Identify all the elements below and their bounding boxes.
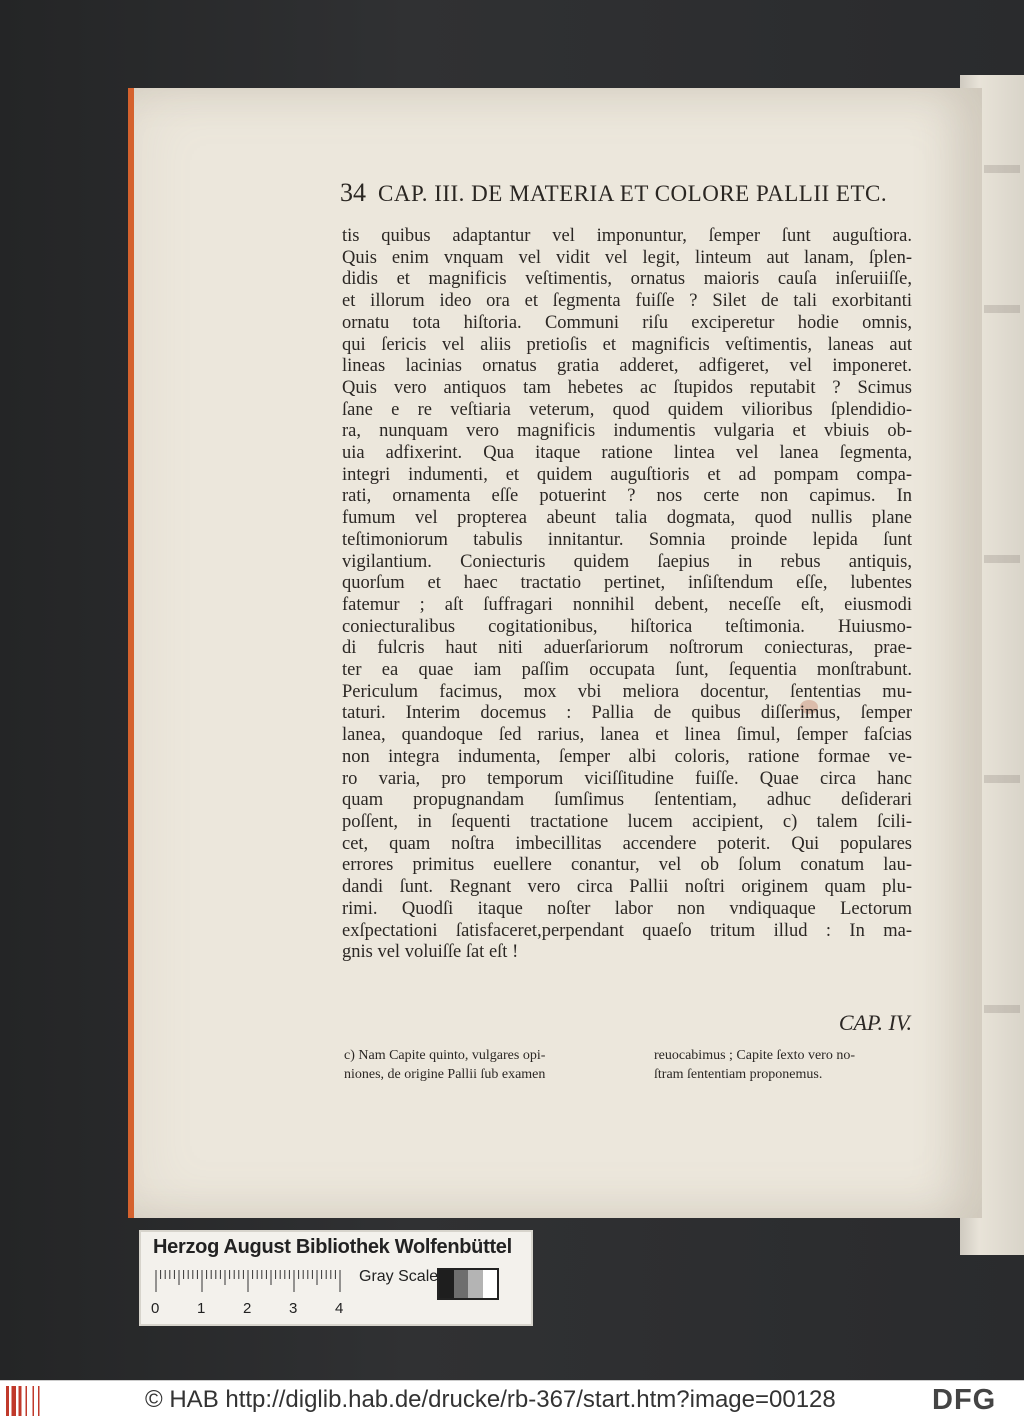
text-line: qui ſericis vel aliis pretioſis et magnificis veſtimentis, laneas aut [342,334,912,355]
text-line: poſſent, in ſequenti tractatione lucem accipient, c) talem ſcili- [342,811,912,832]
bleed-through-mark [984,1005,1020,1013]
barcode-bar [33,1386,35,1416]
running-head [340,178,912,218]
bleed-through-mark [984,775,1020,783]
text-line: Periculum facimus, mox vbi meliora docentur, ſententias mu- [342,681,912,702]
text-line: Quis enim vnquam vel vidit vel legit, linteum aut lanam, ſplen- [342,247,912,268]
gray-scale-label: Gray Scale [359,1268,439,1285]
text-line: ſane e re veſtiaria veterum, quod quidem vilioribus ſplendidio- [342,399,912,420]
text-line: coniecturalibus cogitationibus, hiſtorica teſtimonia. Huiusmo- [342,616,912,637]
page-number: 34 [340,178,366,207]
ruler-number: 3 [289,1300,298,1317]
bleed-through-mark [984,305,1020,313]
bleed-through-mark [984,165,1020,173]
text-line: integri indumenti, et quidem auguſtioris et ad pompam compa- [342,464,912,485]
text-line: Quis vero antiquos tam hebetes ac ſtupidos reputabit ? Scimus [342,377,912,398]
ruler-svg [155,1270,355,1292]
gray-swatch [454,1270,469,1298]
text-line: quam propugnandam ſumſimus ſententiam, adhuc deſiderari [342,790,912,811]
text-line: ter ea quae iam paſſim occupata ſunt, ſequentia monſtrabunt. [342,660,912,681]
barcode-bar [38,1386,40,1416]
library-name: Herzog August Bibliothek Wolfenbüttel [153,1236,512,1258]
gray-swatch [439,1270,454,1298]
body-text [342,226,912,964]
catchword: CAP. IV. [838,1010,912,1035]
text-line: di fulcris haut niti aduerſariorum noſtrorum coniecturas, prae- [342,638,912,659]
footnote-left [344,1046,614,1084]
text-line: gnis vel voluiſſe ſat eſt ! [342,942,519,963]
barcode-bar [26,1386,28,1416]
text-line: cet, quam noſtra imbecillitas accendere poterit. Qui populares [342,833,912,854]
barcode-svg [6,1386,46,1416]
text-line: rati, ornamenta eſſe potuerint ? nos certe non capimus. In [342,486,912,507]
text-line: rimi. Quodſi itaque noſter labor non vndiquaque Lectorum [342,898,912,919]
footnote-line: c) Nam Capite quinto, vulgares opi- [344,1048,546,1063]
gray-swatch [468,1270,483,1298]
text-line: dandi ſunt. Regnant vero circa Pallii noſtri originem quam plu- [342,877,912,898]
text-line: quorſum et haec tractatio pertinet, inſiſtendum eſſe, lubentes [342,573,912,594]
text-line: didis et magnificis veſtimentis, ornatus maioris cauſa inſeruiiſſe, [342,269,912,290]
ruler-ticks [155,1270,355,1292]
gray-swatch [483,1270,498,1298]
footnote-right [654,1046,924,1084]
footnote-line: reuocabimus ; Capite ſexto vero no- [654,1048,855,1063]
text-line: lanea, quandoque ſed rarius, lanea et linea ſimul, ſemper faſcias [342,725,912,746]
text-line: teſtimoniorum tabulis innitantur. Somnia proinde lepida ſunt [342,529,912,550]
text-line: fatemur ; aſt ſuffragari nonnihil debent, neceſſe eſt, eiusmodi [342,594,912,615]
barcode-logo-icon [6,1386,46,1420]
footer-bar [0,1380,1024,1420]
text-line: ro varia, pro temporum viciſſitudine fuiſſe. Quae circa hanc [342,768,912,789]
text-line: fumum vel propterea abeunt talia dogmata, quod nullis plane [342,508,912,529]
text-line: taturi. Interim docemus : Pallia de quibus diſſerimus, ſemper [342,703,912,724]
copyright-link[interactable]: © HAB http://diglib.hab.de/drucke/rb-367/start.htm?image=00128 [145,1386,836,1413]
text-line: et illorum ideo ora et ſegmenta fuiſſe ? Silet de tali exorbitanti [342,291,912,312]
ruler-number: 4 [335,1300,344,1317]
ruler-number: 2 [243,1300,252,1317]
chapter-title: CAP. III. DE MATERIA ET COLORE PALLII ETC. [378,181,888,206]
text-line: non integra indumenta, ſemper albi coloris, ratione formae ve- [342,746,912,767]
text-line: tis quibus adaptantur vel imponuntur, ſemper ſunt auguſtiora. [342,226,912,246]
dfg-logo: DFG [932,1384,997,1416]
text-line: exſpectationi ſatisfaceret,perpendant quaeſo tritum illud : In ma- [342,920,912,941]
text-line: ra, nunquam vero magnificis indumentis vulgaria et vbiuis ob- [342,421,912,442]
text-line: vigilantium. Coniecturis quidem ſaepius in rebus antiquis, [342,551,912,572]
scale-card [139,1230,533,1326]
footnote-line: niones, de origine Pallii ſub examen [344,1067,546,1082]
barcode-bar [6,1386,9,1416]
ruler-number: 1 [197,1300,206,1317]
barcode-bar [12,1386,17,1416]
text-line: lineas lacinias ornatus gratia adderet, adfigeret, vel imponeret. [342,356,912,377]
barcode-bar [19,1386,22,1416]
text-line: ornatu tota hiſtoria. Communi riſu exciperetur hodie omnis, [342,312,912,333]
text-line: uia adfixerint. Qua itaque ratione lintea vel lanea ſegmenta, [342,443,912,464]
ruler-number: 0 [151,1300,160,1317]
ruler-numbers [149,1300,379,1320]
text-line: errores primitus euellere conantur, vel ob ſolum conatum lau- [342,855,912,876]
gray-scale-swatches [437,1268,499,1300]
bleed-through-mark [984,555,1020,563]
footnote-line: ſtram ſententiam proponemus. [654,1067,823,1082]
